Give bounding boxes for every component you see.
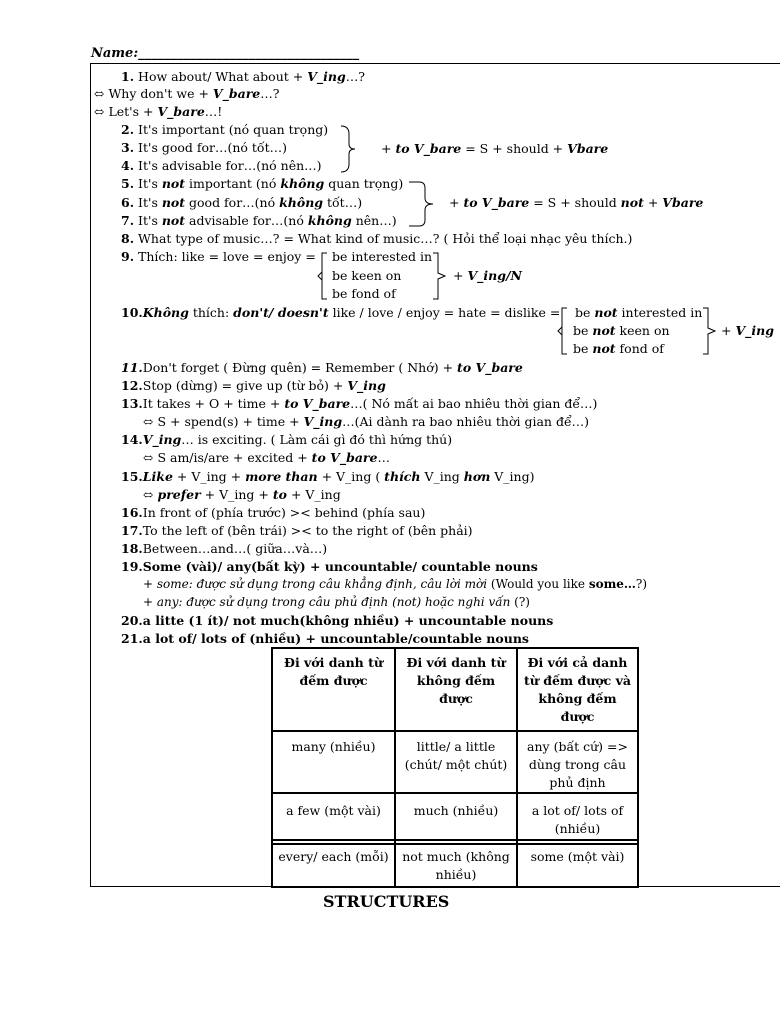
- structure-11: 11.Don't forget ( Đừng quên) = Remember ( Nhớ) + to V_bare: [121, 360, 523, 375]
- structure-19: 19.Some (vài)/ any(bất kỳ) + uncountable/ countable nouns: [121, 559, 538, 574]
- structure-4: 4. It's advisable for…(nó nên…): [121, 158, 322, 173]
- structure-18: 18.Between…and…( giữa…và…): [121, 541, 328, 556]
- structure-2: 2. It's important (nó quan trọng): [121, 122, 329, 137]
- table-header-both: Đi với cả danh từ đếm được và không đếm được: [524, 655, 631, 724]
- structure-10: 10.Không thích: don't/ doesn't like / love / enjoy = hate = dislike =: [121, 305, 561, 320]
- table-header-uncountable: Đi với danh từ không đếm được: [406, 655, 506, 706]
- structure-1-alt-a: ⬄ Why don't we + V_bare…?: [94, 86, 280, 101]
- structure-15-alt: ⬄ prefer + V_ing + to + V_ing: [143, 487, 341, 502]
- structure-1: 1. How about/ What about + V_ing…?: [121, 69, 365, 84]
- table-cell: some (một vài): [530, 849, 625, 864]
- structure-10-option-3: be not fond of: [573, 341, 664, 356]
- left-bracket-icon: [317, 252, 331, 302]
- structure-9-result: + V_ing/N: [453, 268, 522, 283]
- equivalent-arrow-icon: ⬄: [143, 487, 154, 502]
- structure-7: 7. It's not advisable for…(nó không nên…): [121, 213, 397, 228]
- page-title: STRUCTURES: [323, 892, 450, 911]
- structure-9-option-1: be interested in: [332, 249, 433, 264]
- table-cell: much (nhiều): [413, 803, 499, 818]
- right-brace-icon: [407, 180, 439, 228]
- structure-10-result: + V_ing: [721, 323, 774, 338]
- structure-5-7-result: + to V_bare = S + should not + Vbare: [449, 195, 704, 210]
- structure-9-option-2: be keen on: [332, 268, 402, 283]
- structure-13-alt: ⬄ S + spend(s) + time + V_ing…(Ai dành ra bao nhiêu thời gian để…): [143, 414, 590, 429]
- structure-14: 14.V_ing… is exciting. ( Làm cái gì đó thì hứng thú): [121, 432, 453, 447]
- right-bracket-icon: [431, 252, 451, 302]
- equivalent-arrow-icon: ⬄: [143, 414, 154, 429]
- structure-13: 13.It takes + O + time + to V_bare…( Nó mất ai bao nhiêu thời gian để…): [121, 396, 598, 411]
- name-field-label: Name:__________________________________: [91, 46, 360, 61]
- right-brace-icon: [339, 124, 359, 174]
- right-bracket-icon: [701, 307, 721, 357]
- table-cell: a few (một vài): [286, 803, 381, 818]
- structure-8: 8. What type of music…? = What kind of music…? ( Hỏi thể loại nhạc yêu thích.): [121, 231, 633, 246]
- table-cell: every/ each (mỗi): [278, 849, 389, 864]
- structure-17: 17.To the left of (bên trái) >< to the right of (bên phải): [121, 523, 473, 538]
- structure-15: 15.Like + V_ing + more than + V_ing ( thích V_ing hơn V_ing): [121, 469, 535, 484]
- table-cell: not much (không nhiều): [402, 849, 510, 882]
- structure-19-note-some: + some: được sử dụng trong câu khẳng định, câu lời mời (Would you like some…?): [143, 577, 648, 591]
- structure-10-option-1: be not interested in: [575, 305, 703, 320]
- structure-12: 12.Stop (dừng) = give up (từ bỏ) + V_ing: [121, 378, 386, 393]
- structure-10-option-2: be not keen on: [573, 323, 670, 338]
- equivalent-arrow-icon: ⬄: [94, 86, 105, 101]
- quantifier-table: [271, 647, 639, 888]
- structure-20: 20.a litte (1 ít)/ not much(không nhiều) + uncountable nouns: [121, 613, 554, 628]
- structure-1-alt-b: ⬄ Let's + V_bare…!: [94, 104, 223, 119]
- structure-19-note-any: + any: được sử dụng trong câu phủ định (not) hoặc nghi vấn (?): [143, 595, 530, 609]
- table-cell: a lot of/ lots of (nhiều): [531, 803, 624, 836]
- table-cell: little/ a little (chút/ một chút): [404, 739, 508, 772]
- equivalent-arrow-icon: ⬄: [143, 450, 154, 465]
- structure-14-alt: ⬄ S am/is/are + excited + to V_bare…: [143, 450, 390, 465]
- table-header-countable: Đi với danh từ đếm được: [284, 655, 383, 688]
- structure-21: 21.a lot of/ lots of (nhiều) + uncountable/countable nouns: [121, 631, 529, 646]
- table-cell: any (bất cứ) => dùng trong câu phủ định: [527, 739, 628, 790]
- structure-9-option-3: be fond of: [332, 286, 396, 301]
- structure-3: 3. It's good for…(nó tốt…): [121, 140, 287, 155]
- left-bracket-icon: [557, 307, 571, 357]
- table-cell: many (nhiều): [291, 739, 376, 754]
- structure-16: 16.In front of (phía trước) >< behind (phía sau): [121, 505, 426, 520]
- equivalent-arrow-icon: ⬄: [94, 104, 105, 119]
- structure-5: 5. It's not important (nó không quan trọng): [121, 176, 404, 191]
- structure-2-4-result: + to V_bare = S + should + Vbare: [381, 141, 609, 156]
- structure-6: 6. It's not good for…(nó không tốt…): [121, 195, 363, 210]
- structure-9: 9. Thích: like = love = enjoy =: [121, 249, 316, 264]
